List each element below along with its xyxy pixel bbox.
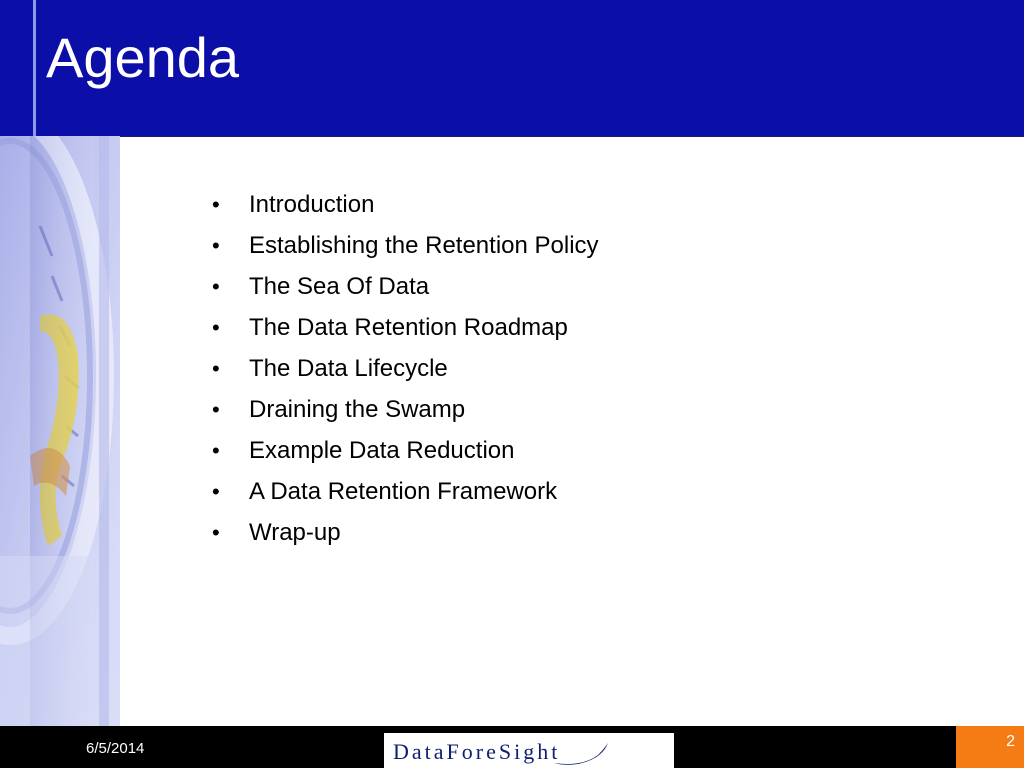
- list-item: [208, 512, 599, 553]
- title-bar: [0, 0, 1024, 137]
- list-item-label: Draining the Swamp: [249, 396, 466, 423]
- footer-date: 6/5/2014: [86, 740, 145, 757]
- bullet-icon: •: [212, 520, 220, 545]
- list-item: [208, 389, 599, 430]
- slide-title: Agenda: [46, 26, 240, 89]
- list-item: [208, 225, 599, 266]
- bullet-icon: •: [212, 356, 220, 381]
- list-item: [208, 184, 599, 225]
- logo-text: DataForeSight: [393, 739, 561, 764]
- list-item: [208, 430, 599, 471]
- list-item-label: The Sea Of Data: [249, 273, 430, 300]
- list-item-label: Establishing the Retention Policy: [249, 232, 599, 259]
- list-item: [208, 266, 599, 307]
- clock-face-graphic: [0, 136, 120, 726]
- list-item: [208, 348, 599, 389]
- bullet-icon: •: [212, 233, 220, 258]
- clock-art-svg: [0, 136, 120, 726]
- title-divider: [33, 0, 36, 136]
- list-item-label: Wrap-up: [249, 519, 341, 546]
- bullet-icon: •: [212, 479, 220, 504]
- bullet-icon: •: [212, 315, 220, 340]
- list-item: [208, 307, 599, 348]
- list-item: [208, 471, 599, 512]
- footer-bar: [0, 726, 1024, 768]
- list-item-label: A Data Retention Framework: [249, 478, 558, 505]
- list-item-label: Example Data Reduction: [249, 437, 515, 464]
- agenda-list: [208, 184, 599, 553]
- swoosh-icon: [552, 737, 612, 767]
- list-item-label: Introduction: [249, 191, 375, 218]
- company-logo: [384, 733, 674, 768]
- list-item-label: The Data Lifecycle: [249, 355, 448, 382]
- page-number: 2: [1006, 733, 1015, 750]
- list-item-label: The Data Retention Roadmap: [249, 314, 568, 341]
- bullet-icon: •: [212, 274, 220, 299]
- bullet-icon: •: [212, 397, 220, 422]
- bullet-icon: •: [212, 192, 220, 217]
- bullet-icon: •: [212, 438, 220, 463]
- page-number-box: [956, 726, 1024, 768]
